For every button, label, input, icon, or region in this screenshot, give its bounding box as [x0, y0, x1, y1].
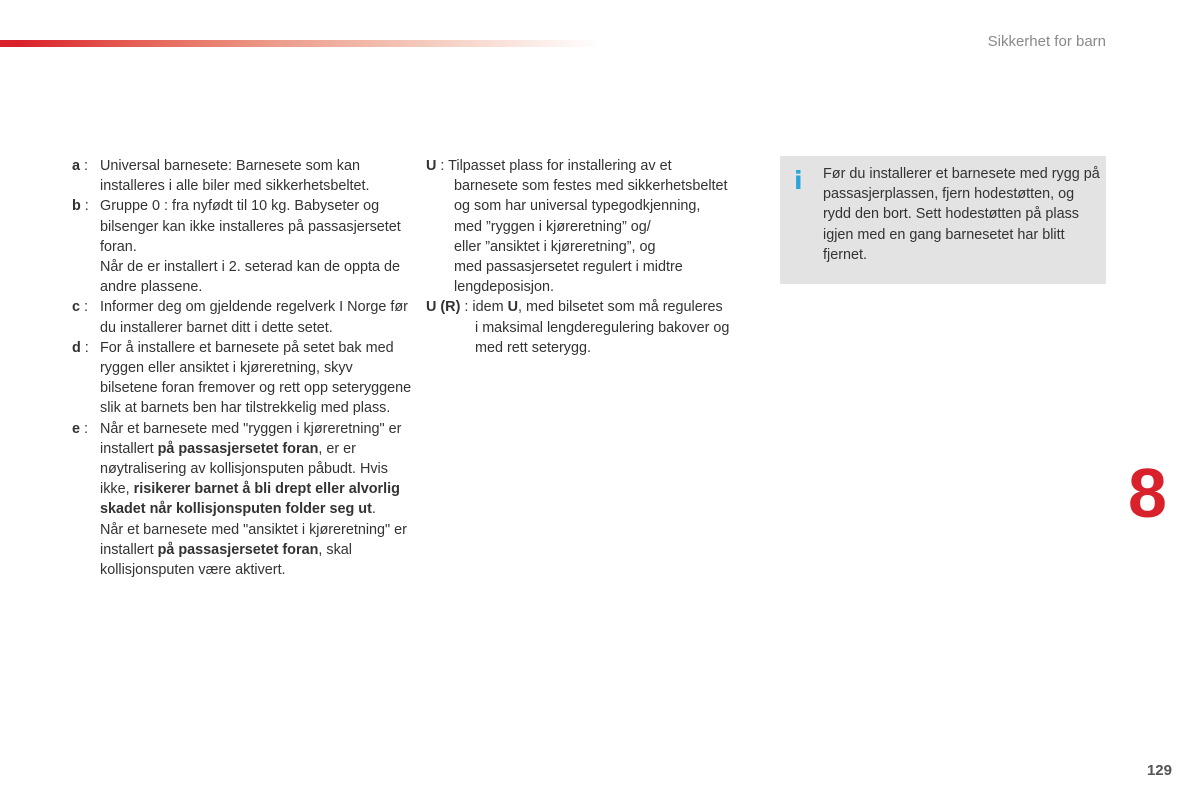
definitions-column — [72, 156, 412, 580]
definition-body: Gruppe 0 : fra nyfødt til 10 kg. Babyseter og bilsenger kan ikke installeres på passasjersetet foran. Når de er installert i 2. seterad kan de oppta de andre plassene. — [100, 198, 401, 296]
page-number: 129 — [1146, 762, 1172, 779]
definition-list — [72, 156, 412, 419]
definition-body: Når et barnesete med "ryggen i kjøreretning" er installert på passasjersetet foran, er er nøytralisering av kollisjonsputen påbudt. Hvis ikke, risikerer barnet å bli drept eller alvorlig skadet når kollisjonsputen folder seg ut. Når et barnesete med "ansiktet i kjøreretning" er installert på passasjersetet foran, skal kollisjonsputen være aktivert. — [100, 420, 407, 579]
definition-key: a : — [72, 158, 89, 174]
definition-item-b — [72, 196, 412, 297]
definition-body: Informer deg om gjeldende regelverk I Norge før du installerer barnet ditt i dette setet. — [100, 299, 408, 336]
definition-u: U : Tilpasset plass for installering av et barnesete som festes med sikkerhetsbeltet og som har universal typegodkjenning, med ”ryggen i kjøreretning” og/ eller ”ansiktet i kjøreretning”, og med passasjersetet regulert i midtre lengdeposisjon. — [426, 158, 728, 296]
definition-body: For å installere et barnesete på setet bak med ryggen eller ansiktet i kjøreretning, skyv bilsetene foran fremover og rett opp seteryggene slik at barnets ben har tilstrekkelig med plass. — [100, 339, 412, 417]
definition-key: U (R) — [426, 299, 461, 316]
emphasis-text: på passasjersetet foran — [157, 541, 319, 558]
definition-ur: U (R) : idem U, med bilsetet som må reguleres i maksimal lengderegulering bakover og med rett seterygg. — [426, 299, 730, 356]
info-box — [780, 156, 1106, 284]
definition-key: b : — [72, 198, 89, 215]
definition-item-a — [72, 156, 412, 196]
info-icon: i — [794, 166, 803, 195]
definition-item-e — [72, 419, 412, 581]
emphasis-text: på passasjersetet foran — [157, 440, 319, 457]
definition-key: e : — [72, 420, 89, 437]
definition-body: Universal barnesete: Barnesete som kan installeres i alle biler med sikkerhetsbeltet. — [100, 158, 370, 195]
info-text: Før du installerer et barnesete med rygg på passasjerplassen, fjern hodestøtten, og rydd den bort. Sett hodestøtten på plass igjen med en gang barnesetet har blitt fjernet. — [823, 166, 1100, 263]
definition-key: U — [426, 158, 437, 174]
placement-column — [426, 156, 756, 358]
definition-key: d : — [72, 339, 89, 356]
warning-text: risikerer barnet å bli drept eller alvorlig skadet når kollisjonsputen folder seg ut — [100, 481, 400, 518]
header-accent-bar — [0, 40, 600, 47]
definition-item-c — [72, 297, 412, 337]
definition-key: c : — [72, 299, 89, 316]
section-title: Sikkerhet for barn — [987, 33, 1106, 50]
definition-item-d — [72, 338, 412, 419]
chapter-number: 8 — [1128, 454, 1167, 532]
